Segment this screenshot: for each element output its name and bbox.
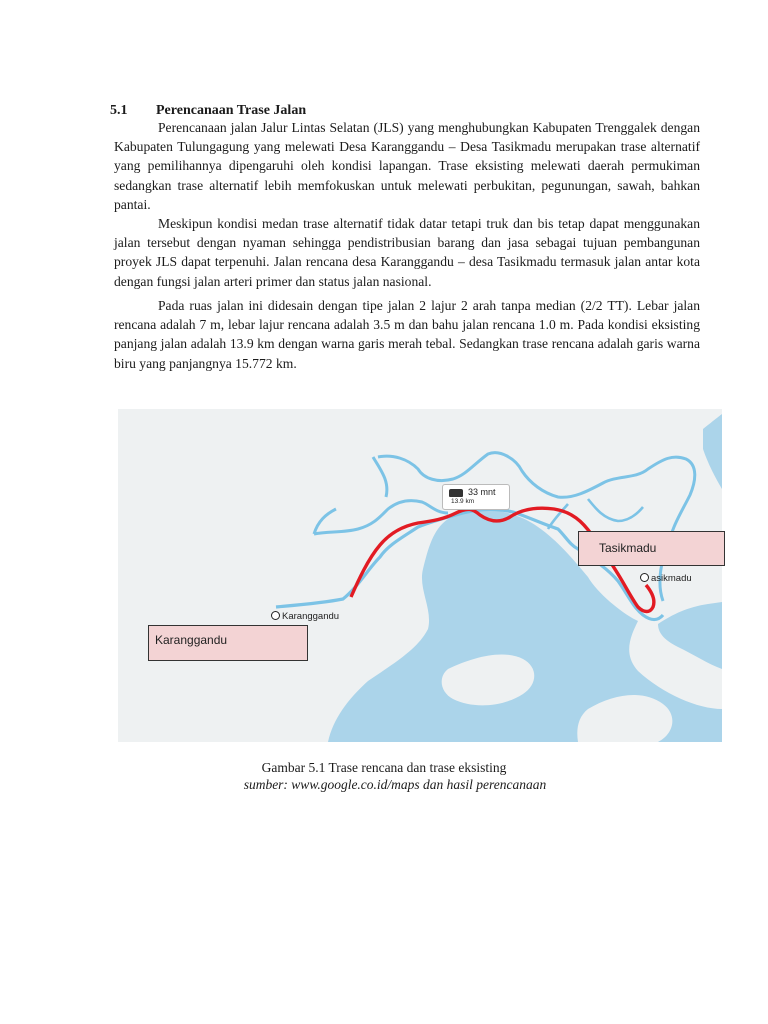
paragraph-1: Perencanaan jalan Jalur Lintas Selatan (JLS) yang menghubungkan Kabupaten Trenggalek dengan Kabupaten Tulungagung yang melewati Desa Karanggandu – Desa Tasikmadu merupakan trase alternatif yang pemilihannya dipengaruhi oleh kondisi lapangan. Trase eksisting melewati daerah permukiman sedangkan trase alternatif lebih memfokuskan untuk melewati perbukitan, pegunungan, sawah, bahkan pantai. [114, 120, 700, 212]
route-time: 33 mnt [468, 487, 496, 497]
destination-pin-icon [640, 573, 649, 582]
paragraph-3: Pada ruas jalan ini didesain dengan tipe jalan 2 lajur 2 arah tanpa median (2/2 TT). Lebar jalan rencana adalah 7 m, lebar lajur rencana adalah 3.5 m dan bahu jalan rencana 1.0 m. Pada kondisi eksisting panjang jalan adalah 13.9 km dengan warna garis merah tebal. Sedangkan trase rencana adalah garis warna biru yang panjangnya 15.772 km. [114, 298, 700, 371]
corner-water [703, 414, 722, 489]
label-tasikmadu: Tasikmadu [578, 531, 725, 566]
figure-caption: Gambar 5.1 Trase rencana dan trase eksisting [261, 760, 507, 775]
section-title: Perencanaan Trase Jalan [156, 103, 307, 118]
planned-route-detour [548, 499, 643, 529]
place-marker-tasikmadu: asikmadu [640, 573, 692, 584]
section-number: 5.1 [110, 103, 128, 118]
label-karanggandu: Karanggandu [148, 625, 308, 661]
car-icon [449, 489, 463, 497]
route-distance: 13.9 km [451, 498, 475, 505]
section-heading [110, 103, 306, 119]
map-graphic [118, 409, 722, 742]
figure-source: sumber: www.google.co.id/maps dan hasil perencanaan [243, 777, 547, 792]
origin-dot-icon [271, 611, 280, 620]
coast-water [658, 602, 722, 669]
place-marker-karanggandu: Karanggandu [271, 611, 339, 622]
route-map [118, 409, 722, 742]
route-info-badge [442, 484, 510, 510]
paragraph-2: Meskipun kondisi medan trase alternatif tidak datar tetapi truk dan bis tetap dapat menggunakan jalan tersebut dengan nyaman sehingga pendistribusian barang dan jasa sebagai tujuan pembangunan proyek JLS dapat terpenuhi. Jalan rencana desa Karanggandu – desa Tasikmadu termasuk jalan antar kota dengan fungsi jalan arteri primer dan status jalan nasional. [114, 216, 700, 289]
